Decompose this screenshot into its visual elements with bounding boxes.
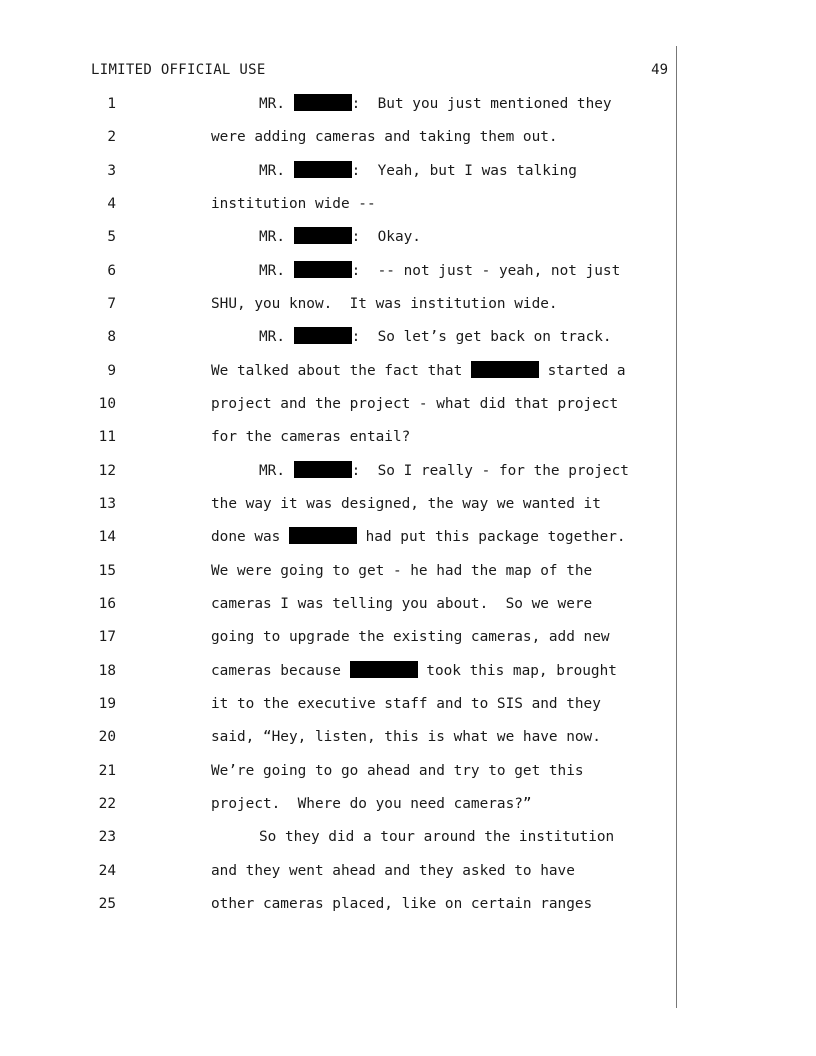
line-text: other cameras placed, like on certain ranges xyxy=(211,896,593,912)
line-text: MR. : -- not just - yeah, not just xyxy=(259,263,621,279)
transcript-line xyxy=(0,127,816,147)
redaction-box xyxy=(294,461,352,478)
redaction-box xyxy=(294,94,352,111)
redaction-box xyxy=(294,327,352,344)
transcript-line xyxy=(0,827,816,847)
line-number: 14 xyxy=(98,529,116,545)
line-text: project and the project - what did that project xyxy=(211,396,619,412)
line-number: 6 xyxy=(107,263,116,279)
transcript-line xyxy=(0,527,816,547)
transcript-line xyxy=(0,494,816,514)
line-number: 23 xyxy=(98,829,116,845)
line-number: 8 xyxy=(107,329,116,345)
line-text: MR. : Okay. xyxy=(259,229,421,245)
line-text: and they went ahead and they asked to have xyxy=(211,863,575,879)
line-text: MR. : So let’s get back on track. xyxy=(259,329,612,345)
line-number: 2 xyxy=(107,129,116,145)
redaction-box xyxy=(471,361,539,378)
line-number: 20 xyxy=(98,729,116,745)
transcript-line xyxy=(0,694,816,714)
transcript-line xyxy=(0,394,816,414)
redaction-box xyxy=(289,527,357,544)
line-text: MR. : But you just mentioned they xyxy=(259,96,612,112)
transcript-line xyxy=(0,727,816,747)
redaction-box xyxy=(350,661,418,678)
line-number: 16 xyxy=(98,596,116,612)
line-number: 1 xyxy=(107,96,116,112)
line-number: 13 xyxy=(98,496,116,512)
line-number: 11 xyxy=(98,429,116,445)
transcript-line xyxy=(0,661,816,681)
transcript-line xyxy=(0,194,816,214)
line-number: 17 xyxy=(98,629,116,645)
transcript-line xyxy=(0,427,816,447)
line-text: said, “Hey, listen, this is what we have now. xyxy=(211,729,601,745)
line-text: MR. : So I really - for the project xyxy=(259,463,629,479)
line-number: 10 xyxy=(98,396,116,412)
transcript-line xyxy=(0,461,816,481)
line-text: We’re going to go ahead and try to get this xyxy=(211,763,584,779)
line-number: 4 xyxy=(107,196,116,212)
transcript-line xyxy=(0,361,816,381)
transcript-line xyxy=(0,561,816,581)
line-text: So they did a tour around the institution xyxy=(259,829,615,845)
line-text: SHU, you know. It was institution wide. xyxy=(211,296,558,312)
line-number: 15 xyxy=(98,563,116,579)
line-text: done was had put this package together. xyxy=(211,529,626,545)
transcript-line xyxy=(0,594,816,614)
transcript-line xyxy=(0,261,816,281)
line-number: 12 xyxy=(98,463,116,479)
redaction-box xyxy=(294,261,352,278)
line-text: project. Where do you need cameras?” xyxy=(211,796,532,812)
header-classification: LIMITED OFFICIAL USE xyxy=(91,62,266,78)
line-text: cameras I was telling you about. So we were xyxy=(211,596,593,612)
line-text: it to the executive staff and to SIS and they xyxy=(211,696,601,712)
line-number: 24 xyxy=(98,863,116,879)
line-text: were adding cameras and taking them out. xyxy=(211,129,558,145)
line-number: 25 xyxy=(98,896,116,912)
line-text: institution wide -- xyxy=(211,196,376,212)
line-number: 21 xyxy=(98,763,116,779)
line-text: We talked about the fact that started a xyxy=(211,363,626,379)
line-text: for the cameras entail? xyxy=(211,429,411,445)
transcript-line xyxy=(0,861,816,881)
redaction-box xyxy=(294,227,352,244)
transcript-line xyxy=(0,794,816,814)
transcript-line xyxy=(0,627,816,647)
line-text: cameras because took this map, brought xyxy=(211,663,617,679)
transcript-line xyxy=(0,161,816,181)
line-text: going to upgrade the existing cameras, add new xyxy=(211,629,610,645)
line-number: 9 xyxy=(107,363,116,379)
line-number: 22 xyxy=(98,796,116,812)
transcript-line xyxy=(0,327,816,347)
line-number: 18 xyxy=(98,663,116,679)
line-text: MR. : Yeah, but I was talking xyxy=(259,163,577,179)
page-number: 49 xyxy=(651,62,668,78)
transcript-line xyxy=(0,227,816,247)
transcript-line xyxy=(0,761,816,781)
transcript-line xyxy=(0,894,816,914)
line-number: 5 xyxy=(107,229,116,245)
line-number: 19 xyxy=(98,696,116,712)
transcript-line xyxy=(0,94,816,114)
redaction-box xyxy=(294,161,352,178)
line-number: 7 xyxy=(107,296,116,312)
transcript-line xyxy=(0,294,816,314)
line-text: the way it was designed, the way we wanted it xyxy=(211,496,601,512)
line-text: We were going to get - he had the map of the xyxy=(211,563,593,579)
line-number: 3 xyxy=(107,163,116,179)
